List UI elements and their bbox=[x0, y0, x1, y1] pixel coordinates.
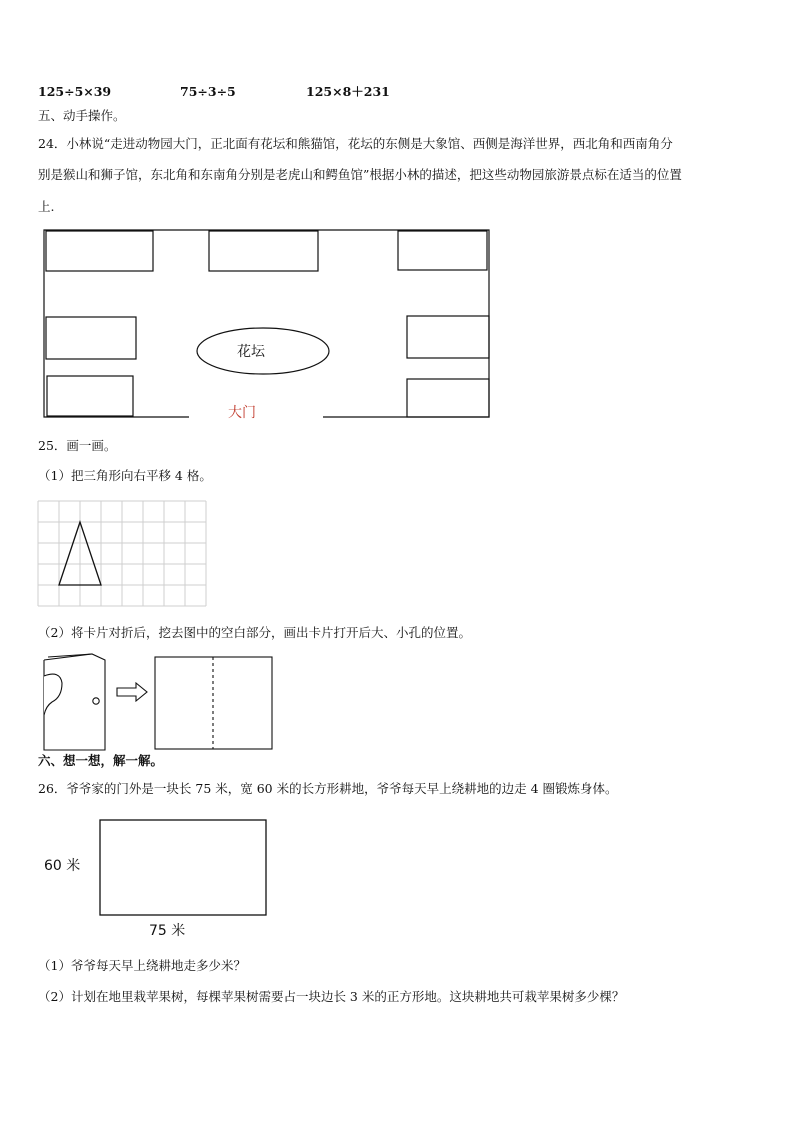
q26-part2: （2）计划在地里栽苹果树，每棵苹果树需要占一块边长 3 米的正方形地。这块耕地共可栽苹果树多少棵？ bbox=[38, 989, 625, 1004]
section-6-title: 六、想一想，解一解。 bbox=[38, 753, 164, 768]
calc-expression-2: 75÷3÷5 bbox=[180, 84, 236, 99]
q24-text-line2: 别是猴山和狮子馆，东北角和东南角分别是老虎山和鳄鱼馆”根据小林的描述，把这些动物园旅游景点标在适当的位置 bbox=[38, 167, 682, 182]
q26-part1: （1）爷爷每天早上绕耕地走多少米？ bbox=[38, 958, 246, 973]
gate-label: 大门 bbox=[228, 405, 256, 421]
flower-bed-label: 花坛 bbox=[237, 344, 265, 360]
calc-expression-1: 125÷5×39 bbox=[38, 84, 112, 99]
q25-title: 25．画一画。 bbox=[38, 438, 117, 453]
section-5-title: 五、动手操作。 bbox=[38, 108, 126, 123]
field-length-label: 75 米 bbox=[149, 923, 186, 939]
field-rectangle bbox=[100, 820, 266, 915]
q25-part1: （1）把三角形向右平移 4 格。 bbox=[38, 468, 212, 483]
field-width-label: 60 米 bbox=[44, 858, 81, 874]
q24-text-line1: 24．小林说“走进动物园大门，正北面有花坛和熊猫馆，花坛的东侧是大象馆、西侧是海洋世界，西北角和西南角分 bbox=[38, 136, 673, 151]
q26-stem: 26．爷爷家的门外是一块长 75 米，宽 60 米的长方形耕地，爷爷每天早上绕耕地的边走 4 圈锻炼身体。 bbox=[38, 781, 618, 796]
q25-part2: （2）将卡片对折后，挖去图中的空白部分，画出卡片打开后大、小孔的位置。 bbox=[38, 625, 471, 640]
q24-text-line3: 上. bbox=[38, 199, 55, 214]
calc-expression-3: 125×8＋231 bbox=[306, 84, 390, 99]
